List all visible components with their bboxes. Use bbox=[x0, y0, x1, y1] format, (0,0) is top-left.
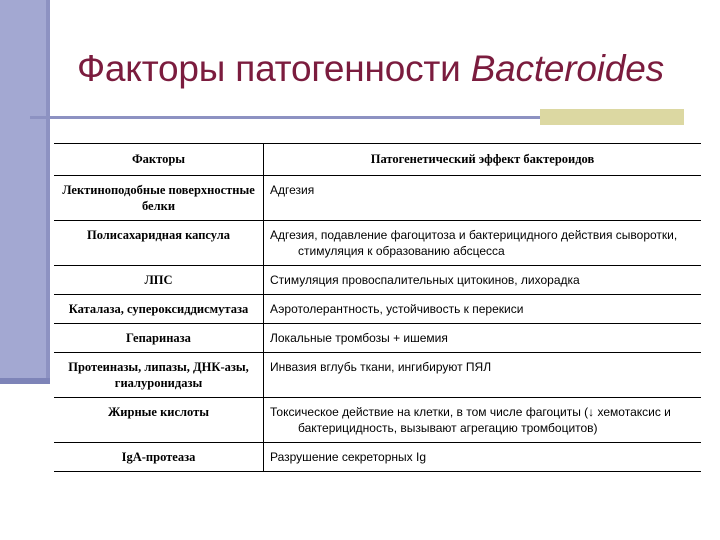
effect-text: Разрушение секреторных Ig bbox=[270, 450, 426, 464]
table-row bbox=[54, 398, 701, 443]
effect-cell bbox=[264, 295, 702, 324]
table-row bbox=[54, 443, 701, 472]
effect-cell bbox=[264, 324, 702, 353]
table-row bbox=[54, 353, 701, 398]
effect-text: Адгезия, подавление фагоцитоза и бактерицидного действия сыворотки, стимуляция к образованию абсцесса bbox=[270, 228, 678, 258]
factor-cell: ЛПС bbox=[54, 266, 264, 295]
effect-text: Токсическое действие на клетки, в том числе фагоциты (↓ хемотаксис и бактерицидность, вызывают агрегацию тромбоцитов) bbox=[270, 405, 671, 435]
effect-text: Адгезия bbox=[270, 183, 315, 197]
table-row bbox=[54, 176, 701, 221]
effect-text: Аэротолерантность, устойчивость к перекиси bbox=[270, 302, 524, 316]
effect-cell bbox=[264, 398, 702, 443]
effect-cell bbox=[264, 221, 702, 266]
title-rule-accent bbox=[540, 109, 684, 125]
effect-cell bbox=[264, 176, 702, 221]
table-row bbox=[54, 324, 701, 353]
factor-cell: Полисахаридная капсула bbox=[54, 221, 264, 266]
slide-title bbox=[77, 48, 664, 90]
effect-cell bbox=[264, 353, 702, 398]
effect-text: Стимуляция провоспалительных цитокинов, лихорадка bbox=[270, 273, 580, 287]
effect-text: Локальные тромбозы + ишемия bbox=[270, 331, 448, 345]
header-factors: Факторы bbox=[54, 144, 264, 176]
side-decor-bar bbox=[0, 0, 46, 384]
side-decor-bar-foot bbox=[0, 378, 50, 384]
slide-title-italic: Bacteroides bbox=[470, 48, 664, 89]
factor-cell: Протеиназы, липазы, ДНК-азы, гиалуронидазы bbox=[54, 353, 264, 398]
table-row bbox=[54, 266, 701, 295]
slide-title-main: Факторы патогенности bbox=[77, 48, 471, 89]
table-row bbox=[54, 221, 701, 266]
factor-cell: IgA-протеаза bbox=[54, 443, 264, 472]
table-header-row bbox=[54, 144, 701, 176]
factor-cell: Каталаза, супероксиддисмутаза bbox=[54, 295, 264, 324]
table-row bbox=[54, 295, 701, 324]
factor-cell: Жирные кислоты bbox=[54, 398, 264, 443]
side-decor-bar-edge bbox=[46, 0, 50, 384]
effect-text: Инвазия вглубь ткани, ингибируют ПЯЛ bbox=[270, 360, 492, 374]
factor-cell: Гепариназа bbox=[54, 324, 264, 353]
effect-cell bbox=[264, 266, 702, 295]
header-effect: Патогенетический эффект бактероидов bbox=[264, 144, 702, 176]
pathogenicity-table bbox=[54, 143, 701, 472]
factor-cell: Лектиноподобные поверхностные белки bbox=[54, 176, 264, 221]
effect-cell bbox=[264, 443, 702, 472]
